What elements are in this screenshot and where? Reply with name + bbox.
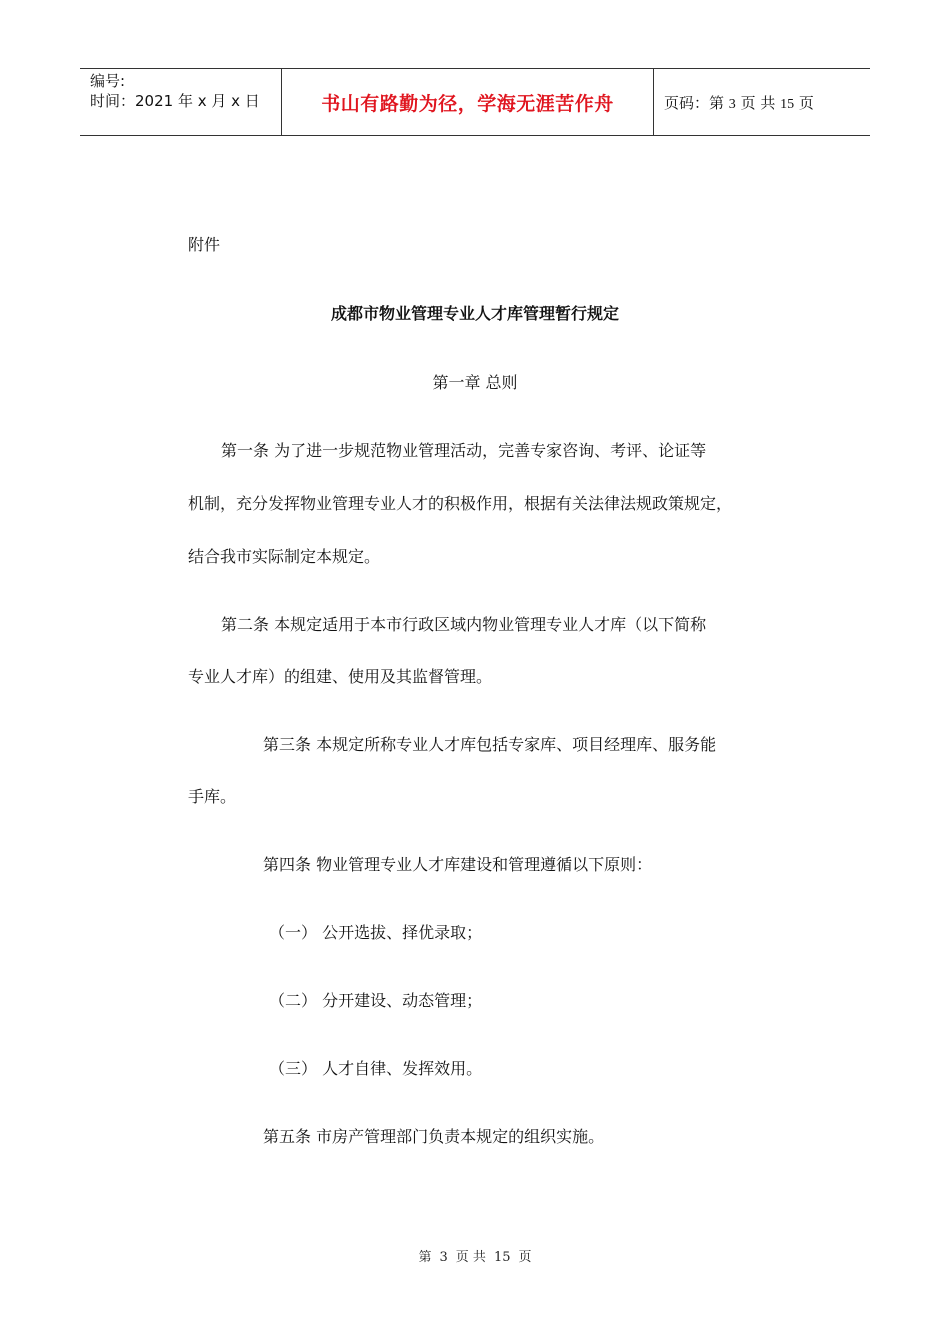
code-label: 编号: xyxy=(90,72,126,90)
time-label: 时间：2021 年 x 月 x 日 xyxy=(90,92,260,110)
article-3-line-2: 手库。 xyxy=(188,787,237,806)
page-footer xyxy=(0,1246,950,1265)
page-code-mid: 页 共 xyxy=(740,93,776,112)
principle-2: （二） 分开建设、动态管理； xyxy=(269,991,483,1010)
article-2-line-1: 第二条 本规定适用于本市行政区域内物业管理专业人才库（以下简称 xyxy=(221,615,707,634)
article-4-line: 第四条 物业管理专业人才库建设和管理遵循以下原则： xyxy=(263,855,653,874)
page-code-current: 3 xyxy=(728,96,736,112)
page-code-total: 15 xyxy=(780,96,795,112)
principle-3: （三） 人才自律、发挥效用。 xyxy=(269,1059,483,1078)
footer-first: 第 xyxy=(418,1250,432,1265)
footer-mid: 页 共 xyxy=(455,1250,486,1265)
article-5-line: 第五条 市房产管理部门负责本规定的组织实施。 xyxy=(263,1127,605,1146)
footer-last: 页 xyxy=(518,1250,532,1265)
document-header xyxy=(80,68,870,136)
page-code-prefix: 页码：第 xyxy=(664,93,725,112)
article-1-line-2: 机制，充分发挥物业管理专业人才的积极作用，根据有关法律法规政策规定， xyxy=(188,494,733,513)
header-motto-cell xyxy=(281,69,654,135)
attachment-label: 附件 xyxy=(188,235,221,254)
chapter-heading: 第一章 总则 xyxy=(432,373,518,392)
article-1-line-3: 结合我市实际制定本规定。 xyxy=(188,547,381,566)
page-code xyxy=(664,92,814,113)
footer-total: 15 xyxy=(493,1250,511,1265)
article-3-line-1: 第三条 本规定所称专业人才库包括专家库、项目经理库、服务能 xyxy=(263,735,717,754)
article-1-line-1: 第一条 为了进一步规范物业管理活动，完善专家咨询、考评、论证等 xyxy=(221,441,707,460)
page-code-suffix: 页 xyxy=(798,93,814,112)
header-meta-cell xyxy=(80,69,281,135)
footer-current: 3 xyxy=(439,1250,448,1265)
motto-text: 书山有路勤为径，学海无涯苦作舟 xyxy=(321,92,614,115)
header-page-cell xyxy=(654,69,870,135)
article-2-line-2: 专业人才库）的组建、使用及其监督管理。 xyxy=(188,667,493,686)
principle-1: （一） 公开选拔、择优录取； xyxy=(269,923,483,942)
document-title: 成都市物业管理专业人才库管理暂行规定 xyxy=(330,304,619,323)
